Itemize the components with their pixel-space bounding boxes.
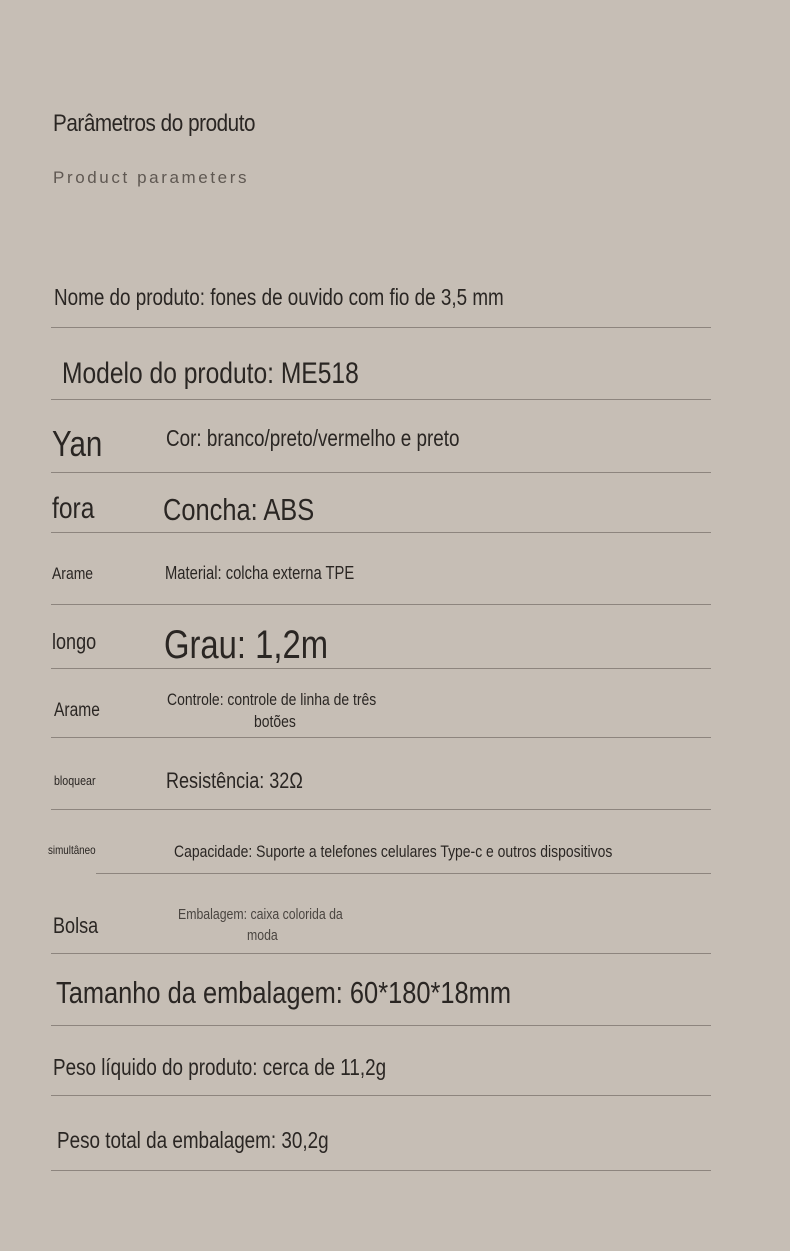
resistance-value: Resistência: 32Ω bbox=[166, 768, 303, 793]
page-title: Parâmetros do produto bbox=[53, 110, 256, 137]
row-label-longo: longo bbox=[52, 629, 97, 654]
row-label-fora: fora bbox=[52, 492, 95, 525]
net-weight-value: Peso líquido do produto: cerca de 11,2g bbox=[53, 1054, 387, 1080]
row-divider bbox=[51, 472, 711, 473]
product-name-value: Nome do produto: fones de ouvido com fio de 3,5 mm bbox=[54, 284, 504, 310]
color-value: Cor: branco/preto/vermelho e preto bbox=[166, 425, 460, 451]
row-divider bbox=[51, 399, 711, 400]
row-divider bbox=[51, 953, 711, 954]
control-value-line1: Controle: controle de linha de três bbox=[167, 690, 377, 709]
row-divider bbox=[51, 1025, 711, 1026]
row-divider bbox=[51, 1170, 711, 1171]
package-size-value: Tamanho da embalagem: 60*180*18mm bbox=[56, 975, 512, 1010]
length-value: Grau: 1,2m bbox=[164, 623, 329, 667]
product-model-value: Modelo do produto: ME518 bbox=[62, 357, 359, 390]
shell-value: Concha: ABS bbox=[163, 492, 315, 527]
packaging-value-line1: Embalagem: caixa colorida da bbox=[178, 906, 343, 923]
row-label-arame: Arame bbox=[54, 700, 100, 721]
row-divider bbox=[51, 1095, 711, 1096]
row-divider bbox=[51, 604, 711, 605]
row-divider bbox=[51, 327, 711, 328]
row-divider bbox=[51, 532, 711, 533]
row-divider bbox=[96, 873, 711, 874]
row-divider bbox=[51, 668, 711, 669]
capacity-value: Capacidade: Suporte a telefones celulares Type-c e outros dispositivos bbox=[174, 842, 613, 861]
page-subtitle: Product parameters bbox=[53, 168, 250, 187]
row-label-arame: Arame bbox=[52, 564, 94, 583]
row-label-bloquear: bloquear bbox=[54, 773, 96, 788]
control-value-line2: botões bbox=[254, 712, 296, 731]
row-label-bolsa: Bolsa bbox=[53, 913, 99, 938]
row-divider bbox=[51, 809, 711, 810]
packaging-value-line2: moda bbox=[247, 927, 278, 944]
row-label-simultaneo: simultâneo bbox=[48, 843, 96, 857]
material-value: Material: colcha externa TPE bbox=[165, 563, 355, 583]
gross-weight-value: Peso total da embalagem: 30,2g bbox=[57, 1127, 329, 1153]
row-label-yan: Yan bbox=[52, 423, 103, 464]
row-divider bbox=[51, 737, 711, 738]
